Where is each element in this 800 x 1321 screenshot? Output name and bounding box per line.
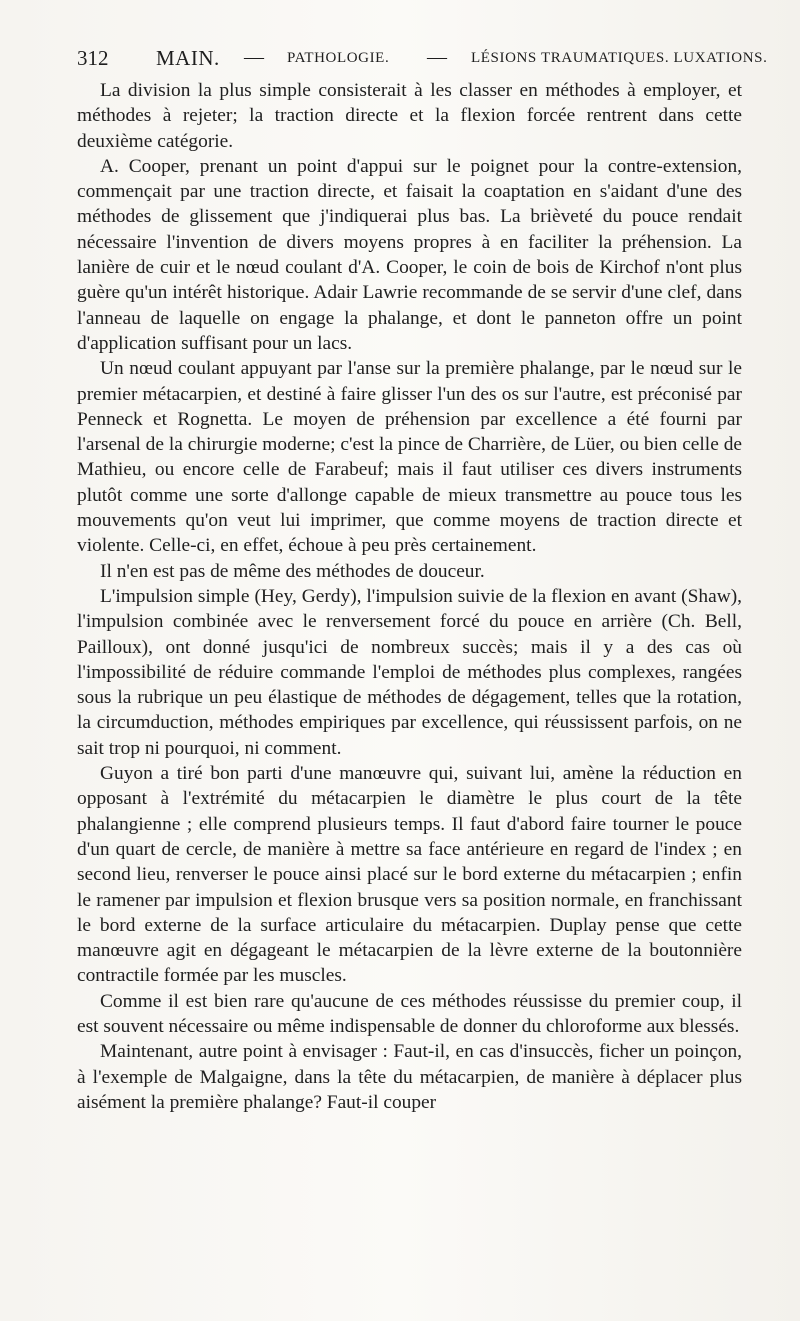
- header-dash-2: —: [427, 46, 447, 68]
- paragraph-classification: La division la plus simple consisterait à les classer en méthodes à employer, et méthodes à rejeter; la traction directe et la flexion forcée rentrent dans cette deuxième catégorie.: [77, 80, 742, 152]
- header-topic: LÉSIONS TRAUMATIQUES. LUXATIONS.: [471, 50, 768, 66]
- paragraph-guyon: Guyon a tiré bon parti d'une manœuvre qui, suivant lui, amène la réduction en opposant à l'extrémité du métacarpien le diamètre le plus court de la tête phalangienne ; elle comprend plusieurs temps. Il faut d'abord faire tourner le pouce d'un quart de cercle, de manière à mettre sa face antérieure en regard de l'index ; en second lieu, renverser le pouce ainsi placé sur le bord externe du métacarpien ; enfin le ramener par impulsion et flexion brusque vers sa position normale, en franchissant le bord externe de la surface articulaire du métacarpien. Duplay pense que cette manœuvre agit en dégageant le métacarpien de la lèvre externe de la boutonnière contractile formée par les muscles.: [77, 763, 742, 987]
- body-text: [77, 78, 742, 1115]
- page-number: 312: [77, 46, 109, 70]
- paragraph-chloroforme: Comme il est bien rare qu'aucune de ces méthodes réussisse du premier coup, il est souvent nécessaire ou même indispensable de donner du chloroforme aux blessés.: [77, 990, 742, 1037]
- running-head: [77, 44, 768, 74]
- paragraph-noeud-coulant: Un nœud coulant appuyant par l'anse sur la première phalange, par le nœud sur le premier métacarpien, et destiné à faire glisser l'un des os sur l'autre, est préconisé par Penneck et Rognetta. Le moyen de préhension par excellence a été fourni par l'arsenal de la chirurgie moderne; c'est la pince de Charrière, de Lüer, ou bien celle de Mathieu, ou encore celle de Farabeuf; mais il faut utiliser ces divers instruments plutôt comme une sorte d'allonge capable de mieux transmettre au pouce tous les mouvements qu'on veut lui imprimer, que comme moyens de traction directe et violente. Celle-ci, en effet, échoue à peu près certainement.: [77, 358, 742, 557]
- paragraph-methodes-douceur: Il n'en est pas de même des méthodes de douceur.: [100, 560, 485, 582]
- header-section: MAIN.: [156, 46, 220, 70]
- paragraph-maintenant: Maintenant, autre point à envisager : Faut-il, en cas d'insuccès, ficher un poinçon, à l'exemple de Malgaigne, dans la tête du métacarpien, de manière à déplacer plus aisément la première phalange? Faut-il couper: [77, 1041, 742, 1113]
- paragraph-cooper: A. Cooper, prenant un point d'appui sur le poignet pour la contre-extension, commençait par une traction directe, et faisait la coaptation en s'aidant d'une des méthodes de glissement que j'indiquerai plus bas. La brièveté du pouce rendait nécessaire l'invention de divers moyens propres à en faciliter la préhension. La lanière de cuir et le nœud coulant d'A. Cooper, le coin de bois de Kirchof n'ont plus guère qu'un intérêt historique. Adair Lawrie recommande de se servir d'une clef, dans l'anneau de laquelle on engage la phalange, et dont le panneton offre un point d'application suffisant pour un lacs.: [77, 155, 742, 354]
- header-dash-1: —: [244, 46, 264, 68]
- paragraph-impulsion: L'impulsion simple (Hey, Gerdy), l'impulsion suivie de la flexion en avant (Shaw), l'impulsion combinée avec le renversement forcé du pouce en arrière (Ch. Bell, Pailloux), ont donné jusqu'ici de nombreux succès; mais il y a des cas où l'impossibilité de réduire commande l'emploi de méthodes plus complexes, rangées sous la rubrique un peu élastique de méthodes de dégagement, telles que la rotation, la circumduction, méthodes empiriques par excellence, qui réussissent parfois, on ne sait trop ni pourquoi, ni comment.: [77, 585, 742, 759]
- header-subsection: PATHOLOGIE.: [287, 50, 390, 66]
